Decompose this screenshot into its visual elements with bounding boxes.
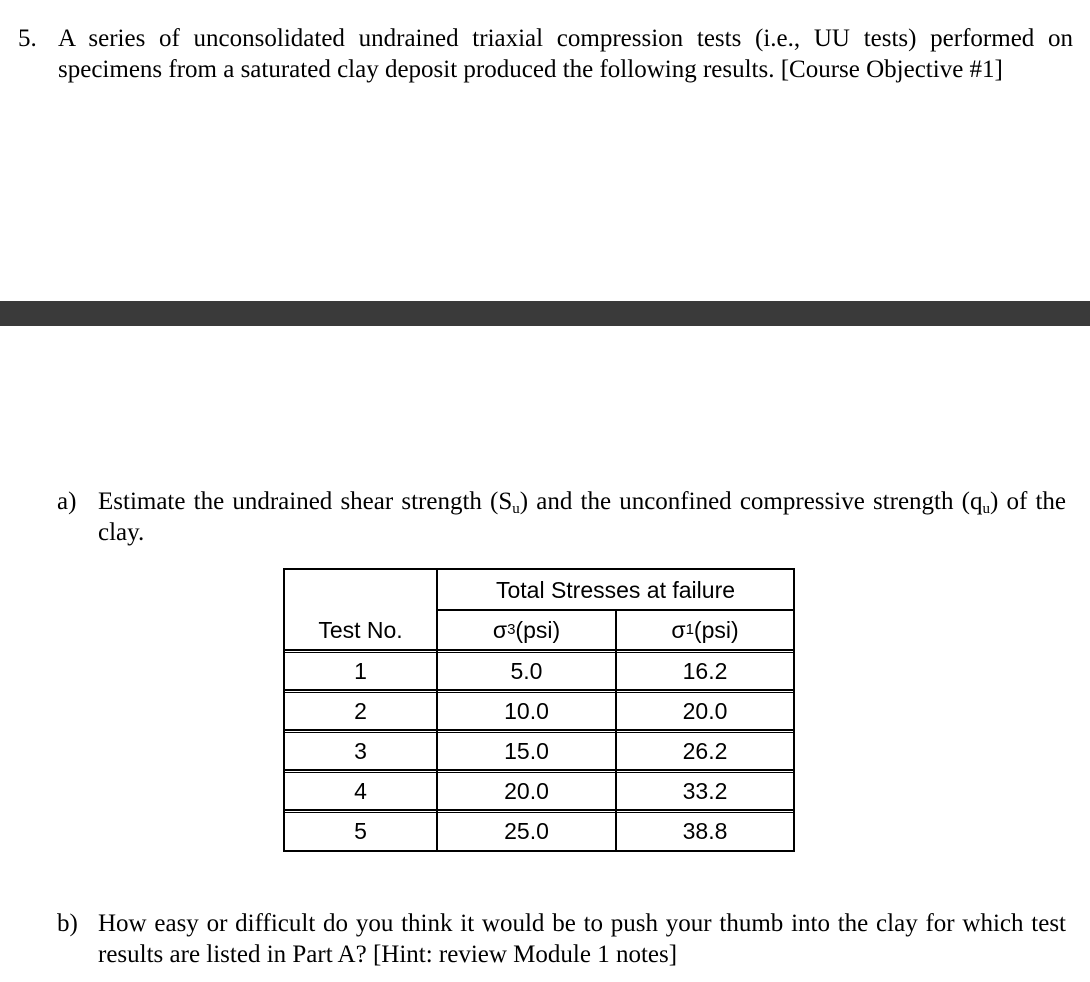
table-cell-sigma3: 25.0 (504, 818, 549, 844)
sigma1-symbol: σ (671, 616, 686, 643)
table-cell-test: 3 (354, 738, 367, 764)
question-number: 5. (18, 25, 37, 52)
part-a-text-2: ) and the unconfined compressive strength (q (519, 488, 983, 515)
sigma3-unit: (psi) (515, 616, 561, 643)
sigma3-symbol: σ (492, 616, 508, 643)
table-cell-sigma1: 26.2 (682, 738, 728, 764)
table-header-test-no: Test No. (318, 616, 403, 643)
table-cell-sigma1: 33.2 (682, 778, 728, 804)
table-cell-sigma3: 10.0 (504, 698, 549, 724)
table-cell-sigma3: 15.0 (504, 738, 549, 764)
table-header-sigma3: σ 3 (psi) (492, 616, 561, 643)
part-a-text-1: Estimate the undrained shear strength (S (98, 488, 513, 515)
table-cell-sigma1: 38.8 (682, 818, 728, 844)
table-group-header: Total Stresses at failure (495, 576, 736, 603)
results-table (283, 568, 795, 852)
table-cell-sigma3: 20.0 (504, 778, 549, 804)
question-text: A series of unconsolidated undrained triaxial compression tests (i.e., UU tests) performed on specimens from a saturated clay deposit produced the following results. [Course Objective #1] (58, 25, 1073, 83)
divider-bar (0, 301, 1090, 326)
part-a-sub-1: u (512, 501, 520, 517)
table-cell-test: 5 (354, 818, 367, 844)
part-a-label: a) (57, 488, 77, 515)
table-cell-test: 2 (354, 698, 367, 724)
part-a-text-3: ) of the clay. (98, 488, 1066, 546)
table-cell-sigma1: 20.0 (682, 698, 728, 724)
part-b-text: How easy or difficult do you think it would be to push your thumb into the clay for which test results are listed in Part A? [Hint: review Module 1 notes] (98, 910, 1066, 968)
table-cell-test: 1 (354, 658, 367, 684)
table-cell-sigma1: 16.2 (682, 658, 728, 684)
part-a-sub-2: u (982, 501, 990, 517)
table-cell-sigma3: 5.0 (510, 658, 543, 684)
part-a-text (98, 486, 1066, 548)
table-cell-test: 4 (354, 778, 367, 804)
table-header-sigma1: σ 1 (psi) (671, 616, 739, 643)
sigma1-unit: (psi) (693, 616, 739, 643)
part-b-label: b) (57, 910, 78, 937)
